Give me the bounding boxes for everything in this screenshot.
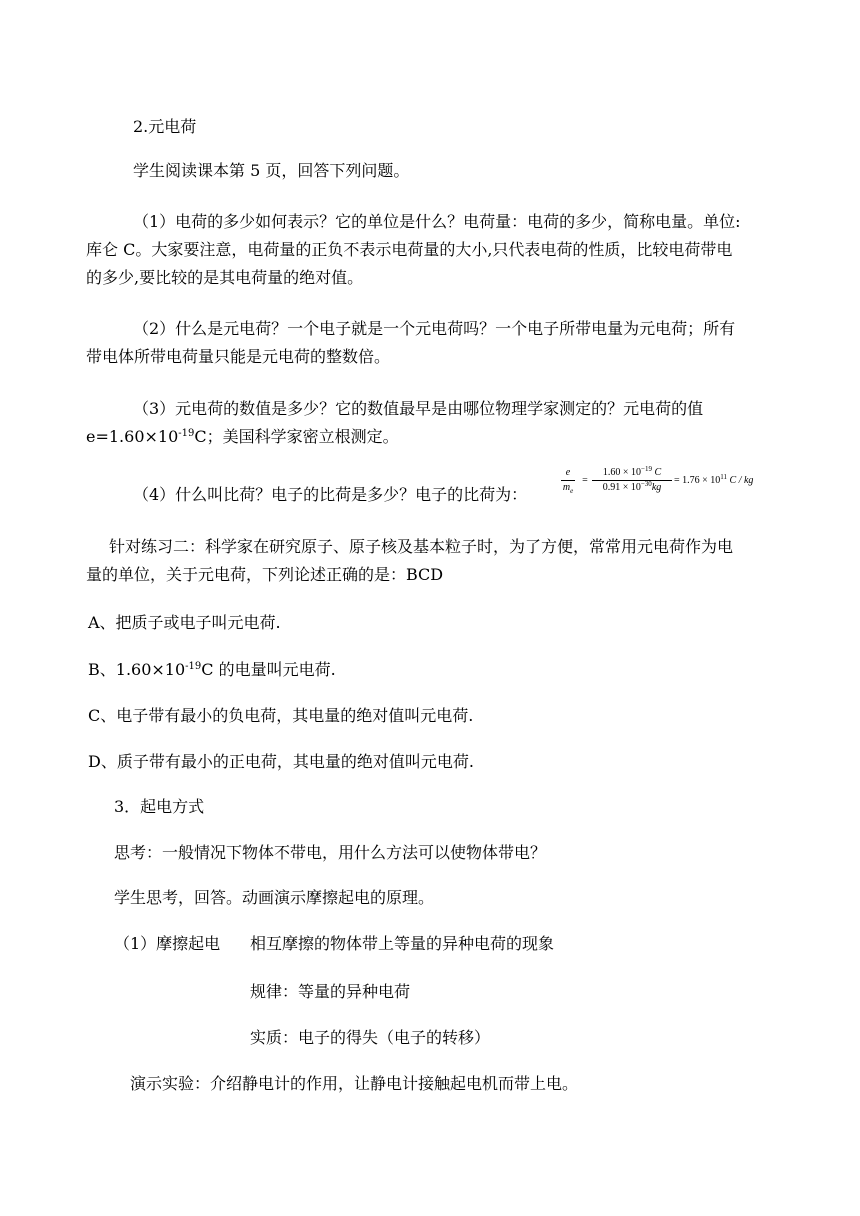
exercise2-stem-line1: 针对练习二：科学家在研究原子、原子核及基本粒子时，为了方便，常常用元电荷作为电 [109, 537, 734, 556]
option-a: A、把质子或电子叫元电荷. [88, 613, 281, 632]
q3-value-suffix: C；美国科学家密立根测定。 [194, 427, 399, 446]
formula-denominator-unit: kg [651, 482, 662, 493]
formula-lhs-denominator: m [562, 482, 571, 493]
formula-lhs-fraction-bar [561, 480, 575, 481]
section3-answer: 学生思考，回答。动画演示摩擦起电的原理。 [114, 888, 435, 907]
q1-line2: 库仑 C。大家要注意，电荷量的正负不表示电荷量的大小,只代表电荷的性质，比较电荷带电 [86, 240, 733, 259]
q3-value-exponent: -19 [178, 428, 195, 439]
formula-numerator-unit: C [654, 467, 662, 478]
formula-denominator: 0.91 × 10 [602, 482, 641, 493]
formula-numerator: 1.60 × 10 [602, 467, 641, 478]
section2-heading: 2.元电荷 [133, 117, 197, 136]
option-c: C、电子带有最小的负电荷，其电量的绝对值叫元电荷. [88, 706, 474, 725]
friction-rule: 规律：等量的异种电荷 [250, 982, 411, 1001]
option-b-exponent: -19 [185, 661, 202, 672]
formula-denominator-exponent: −30 [640, 480, 652, 488]
q4-text: （4）什么叫比荷？电子的比荷是多少？电子的比荷为： [133, 485, 528, 504]
q3-value-prefix: e=1.60×10 [86, 427, 179, 446]
section3-heading: 3．起电方式 [114, 797, 205, 816]
option-b [88, 660, 336, 680]
option-d: D、质子带有最小的正电荷，其电量的绝对值叫元电荷. [88, 752, 474, 771]
option-b-suffix: C 的电量叫元电荷. [201, 660, 336, 679]
friction-charging-definition: 相互摩擦的物体带上等量的异种电荷的现象 [250, 934, 555, 953]
friction-charging-label: （1）摩擦起电 [114, 934, 221, 953]
section2-intro: 学生阅读课本第 5 页，回答下列问题。 [133, 161, 410, 180]
charge-to-mass-formula [560, 467, 800, 507]
formula-lhs-numerator: e [565, 467, 571, 478]
formula-result-unit: C / kg [729, 475, 754, 486]
q1-line3: 的多少,要比较的是其电荷量的绝对值。 [86, 268, 364, 287]
formula-main-fraction-bar [592, 480, 672, 481]
q1-line1: （1）电荷的多少如何表示？它的单位是什么？电荷量：电荷的多少，简称电量。单位: [133, 212, 741, 231]
friction-essence: 实质：电子的得失（电子的转移） [250, 1028, 491, 1047]
section3-think: 思考：一般情况下物体不带电，用什么方法可以使物体带电？ [114, 843, 547, 862]
formula-equals: = [582, 475, 588, 486]
q3-line2 [86, 427, 399, 447]
formula-numerator-exponent: −19 [641, 465, 652, 473]
demo-experiment: 演示实验：介绍静电计的作用，让静电计接触起电机而带上电。 [130, 1074, 579, 1093]
formula-result-exponent: 11 [720, 473, 728, 481]
q2-line1: （2）什么是元电荷？一个电子就是一个元电荷吗？一个电子所带电量为元电荷；所有 [133, 319, 736, 338]
q3-line1: （3）元电荷的数值是多少？它的数值最早是由哪位物理学家测定的？元电荷的值 [133, 399, 704, 418]
option-b-prefix: B、1.60×10 [88, 660, 186, 679]
q2-line2: 带电体所带电荷量只能是元电荷的整数倍。 [86, 347, 391, 366]
formula-lhs-denominator-sub: e [570, 487, 574, 495]
exercise2-stem-line2: 量的单位，关于元电荷，下列论述正确的是：BCD [86, 565, 444, 584]
formula-result: = 1.76 × 10 [674, 475, 721, 486]
